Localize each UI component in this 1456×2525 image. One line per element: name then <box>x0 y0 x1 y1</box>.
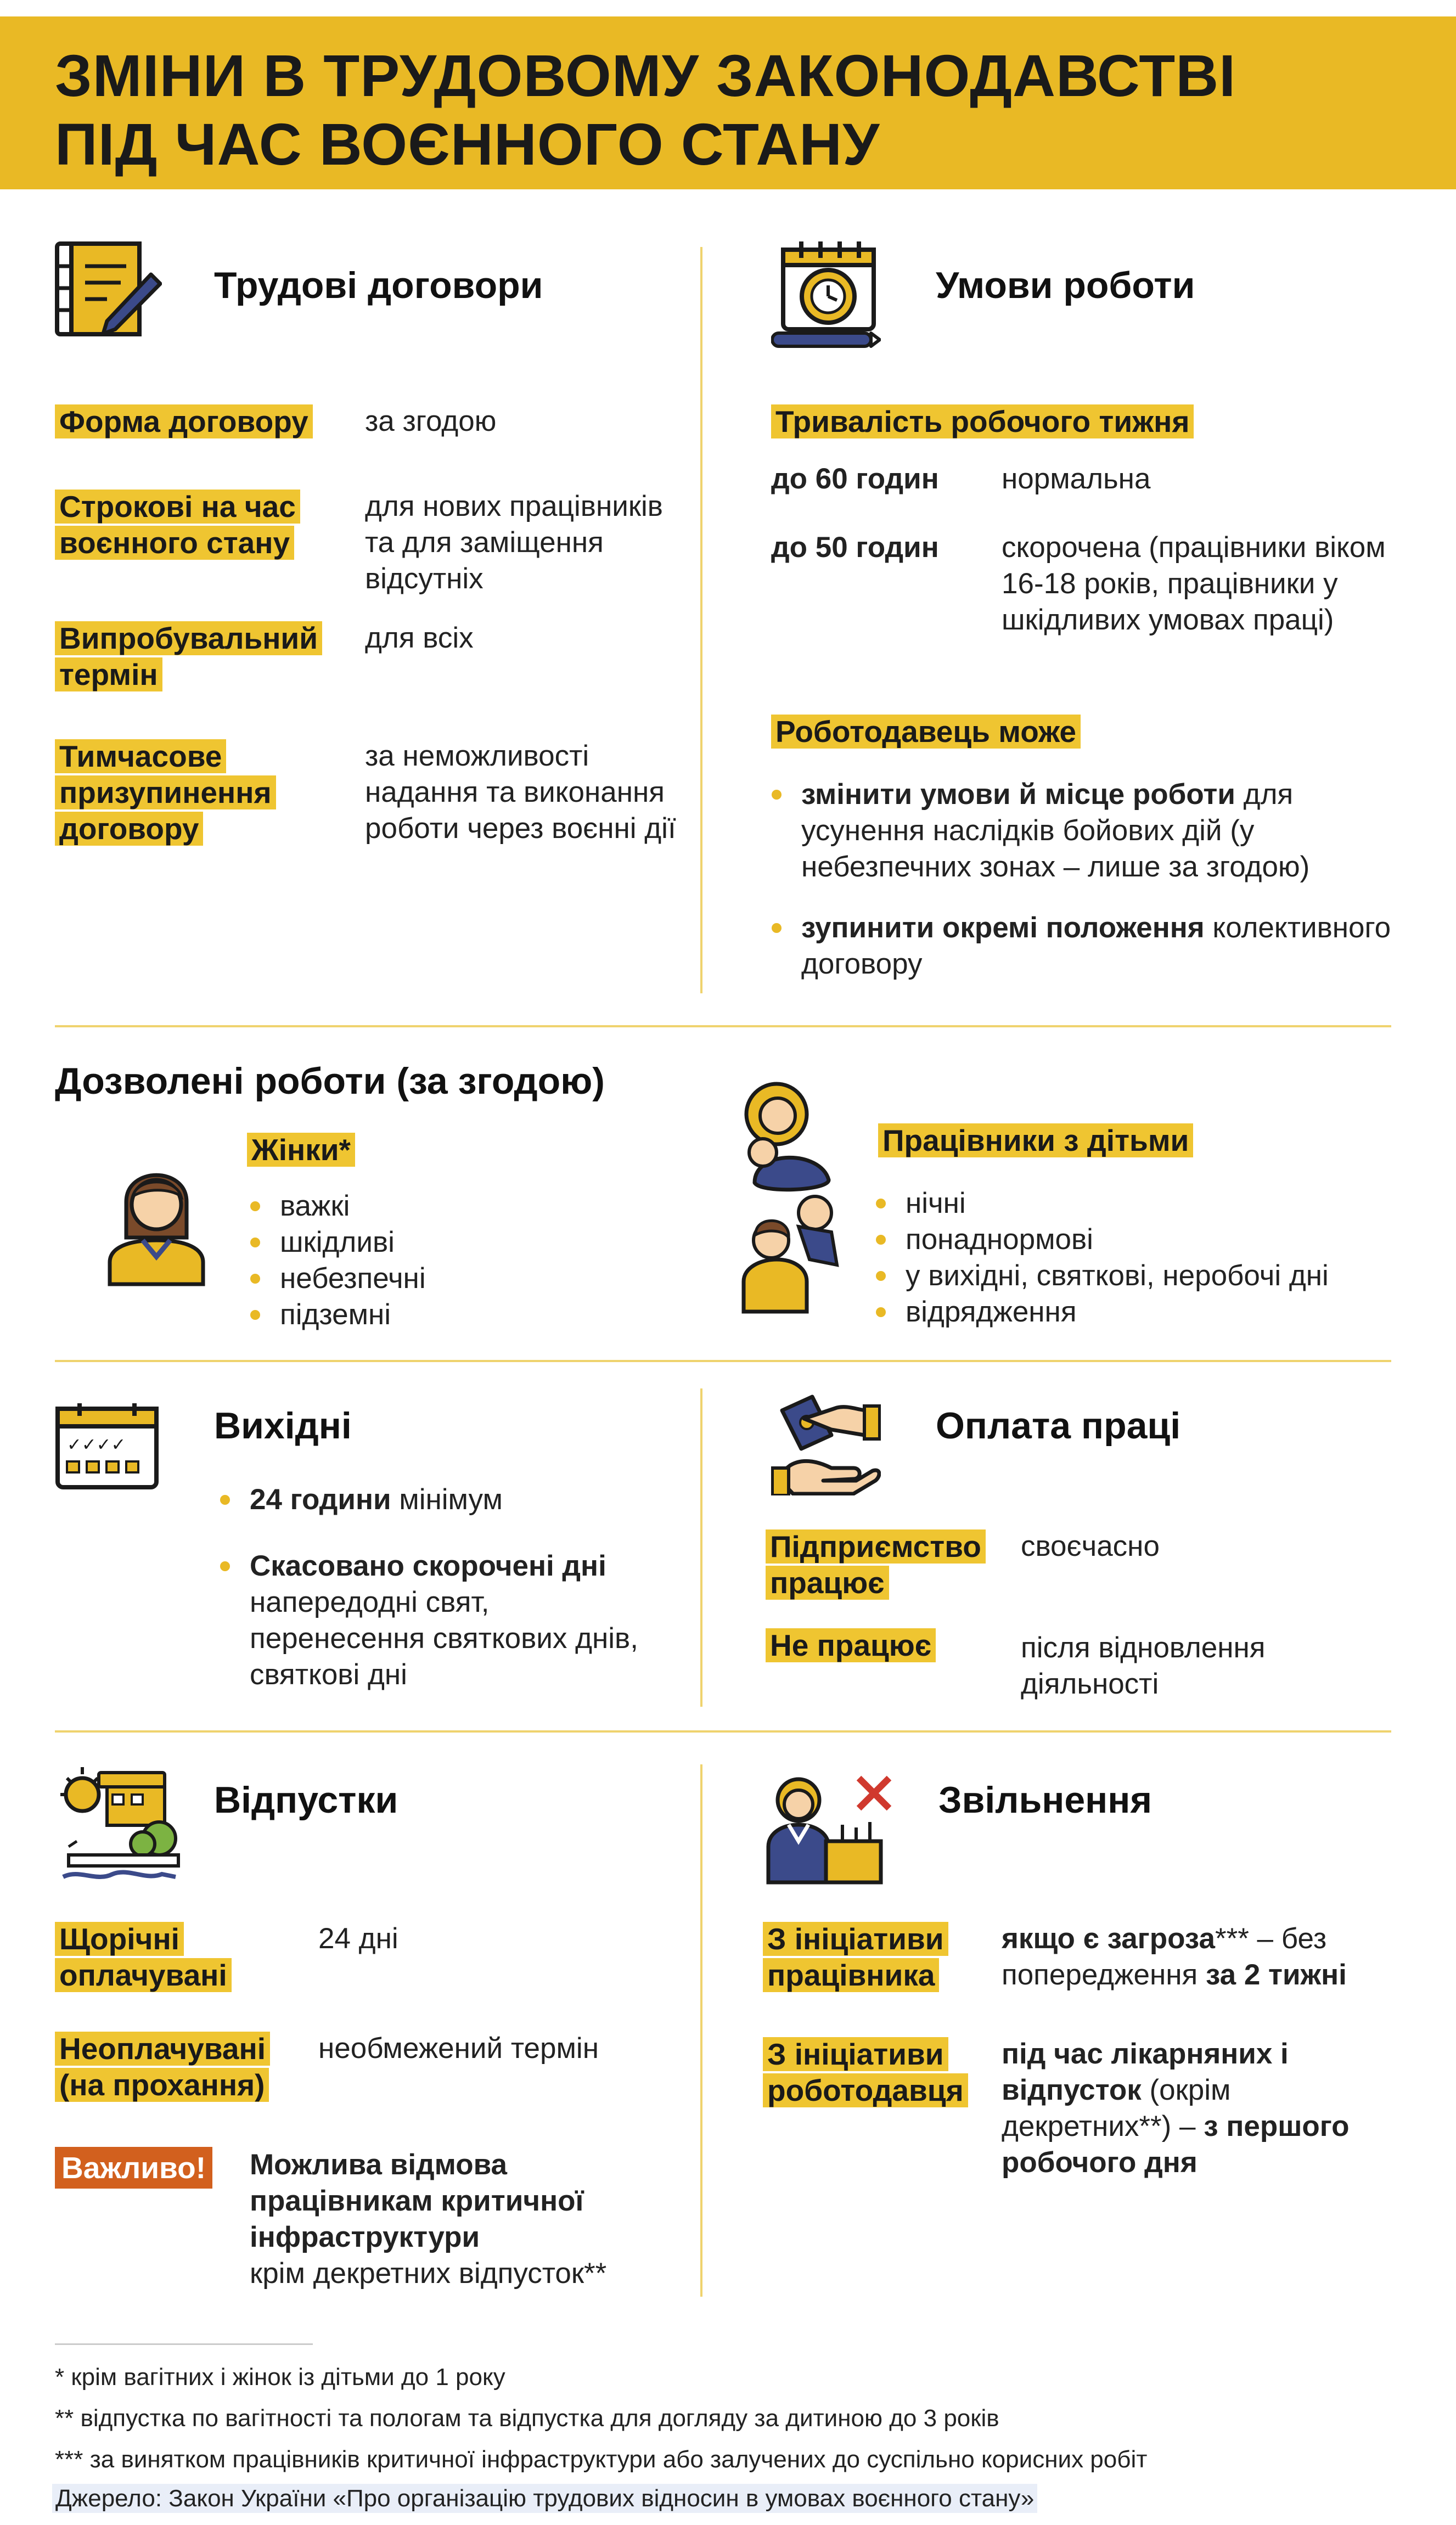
column-divider <box>700 1764 702 2297</box>
allowed-heading: Дозволені роботи (за згодою) <box>55 1060 605 1102</box>
page-title <box>55 41 1372 178</box>
worker-dismissal-icon <box>766 1773 897 1885</box>
women-label: Жінки* <box>247 1132 355 1168</box>
hours-50: до 50 годин <box>771 531 939 564</box>
hours-50-desc: скорочена (працівники віком 16-18 років, працівники у шкідливих умовах праці) <box>1002 531 1386 636</box>
not-working-value: після відновлення діяльності <box>1021 1632 1266 1700</box>
parents-label: Працівники з дітьми <box>878 1122 1193 1159</box>
employer-initiative-label: З ініціативи роботодавця <box>763 2036 993 2108</box>
list-item: у вихідні, святкові, неробочі дні <box>873 1258 1394 1294</box>
important-note: Можлива відмова працівникам критичної інфраструктури крім декретних відпусток** <box>250 2149 607 2290</box>
list-item: 24 години мінімум <box>217 1482 672 1518</box>
days-off-list <box>217 1482 672 1693</box>
beach-sun-icon <box>58 1764 181 1882</box>
list-item: зупинити окремі положення колективного договору <box>768 910 1394 982</box>
notepad-pen-icon <box>55 241 162 338</box>
not-working-label: Не працює <box>766 1627 1007 1663</box>
hands-money-icon <box>771 1394 881 1495</box>
title-line-1: ЗМІНИ В ТРУДОВОМУ ЗАКОНОДАВСТВІ <box>55 42 1236 109</box>
employer-can-label: Роботодавець може <box>771 713 1265 750</box>
footnote-3: *** за винятком працівників критичної інфраструктури або залучених до суспільно корисних робіт <box>55 2446 1148 2473</box>
contract-term-label: Строкові на час воєнного стану <box>55 488 329 561</box>
parents-list <box>873 1185 1394 1330</box>
week-duration-label: Тривалість робочого тижня <box>771 403 1265 440</box>
calendar-check-icon <box>55 1402 159 1490</box>
important-badge: Важливо! <box>55 2147 212 2189</box>
section-divider <box>55 1730 1391 1733</box>
unpaid-value: необмежений термін <box>318 2032 599 2065</box>
enterprise-works-label: Підприємство працює <box>766 1528 1007 1601</box>
list-item: небезпечні <box>247 1261 576 1297</box>
list-item: відрядження <box>873 1294 1394 1330</box>
probation-value: для всіх <box>365 622 474 654</box>
conditions-heading: Умови роботи <box>936 265 1195 306</box>
employee-initiative-label: З ініціативи працівника <box>763 1921 993 1993</box>
unpaid-label: Неоплачувані (на прохання) <box>55 2031 296 2103</box>
contract-term-value: для нових працівників та для заміщення відсутніх <box>365 490 663 595</box>
suspension-value: за неможливості надання та виконання роботи через воєнні дії <box>365 740 676 845</box>
list-item: важкі <box>247 1188 576 1224</box>
employer-initiative-value: під час лікарняних і відпусток (окрім декретних**) – з першого робочого дня <box>1002 2038 1350 2179</box>
list-item: змінити умови й місце роботи для усунення наслідків бойових дій (у небезпечних зонах – лише за згодою) <box>768 777 1394 885</box>
annual-paid-value: 24 дні <box>318 1922 398 1955</box>
column-divider <box>700 247 702 993</box>
list-item: шкідливі <box>247 1224 576 1261</box>
annual-paid-label: Щорічні оплачувані <box>55 1921 296 1993</box>
calendar-clock-icon <box>771 239 881 348</box>
list-item: нічні <box>873 1185 1394 1222</box>
footnote-2: ** відпустка по вагітності та пологам та відпустка для догляду за дитиною до 3 років <box>55 2405 999 2432</box>
hours-60: до 60 годин <box>771 463 939 495</box>
svg-text:✓✓✓✓: ✓✓✓✓ <box>67 1434 126 1455</box>
contract-form-label: Форма договору <box>55 403 340 440</box>
hours-60-desc: нормальна <box>1002 463 1151 495</box>
vacations-heading: Відпустки <box>214 1779 398 1821</box>
woman-icon <box>104 1150 209 1287</box>
employee-initiative-value: якщо є загроза*** – без попередження за 2 тижні <box>1002 1922 1347 1991</box>
footnote-1: * крім вагітних і жінок із дітьми до 1 року <box>55 2364 505 2391</box>
suspension-label: Тимчасове призупинення договору <box>55 738 307 847</box>
section-divider <box>55 1360 1391 1362</box>
enterprise-works-value: своєчасно <box>1021 1530 1160 1562</box>
section-divider <box>55 1025 1391 1027</box>
days-off-heading: Вихідні <box>214 1405 352 1447</box>
pay-heading: Оплата праці <box>936 1405 1181 1447</box>
dismissal-heading: Звільнення <box>938 1779 1153 1821</box>
employer-can-list <box>768 777 1394 982</box>
column-divider <box>700 1388 702 1707</box>
list-item: понаднормові <box>873 1222 1394 1258</box>
probation-label: Випробувальний термін <box>55 620 340 693</box>
footnote-rule <box>55 2343 313 2345</box>
contracts-heading: Трудові договори <box>214 265 543 306</box>
parent-child-icon <box>738 1078 848 1314</box>
women-list <box>247 1188 576 1333</box>
title-line-2: ПІД ЧАС ВОЄННОГО СТАНУ <box>55 111 880 177</box>
list-item: Скасовано скорочені дні напередодні свят, перенесення святкових днів, святкові дні <box>217 1548 672 1693</box>
list-item: підземні <box>247 1297 576 1333</box>
contract-form-value: за згодою <box>365 405 497 437</box>
source-note: Джерело: Закон України «Про організацію трудових відносин в умовах воєнного стану» <box>52 2483 1037 2514</box>
